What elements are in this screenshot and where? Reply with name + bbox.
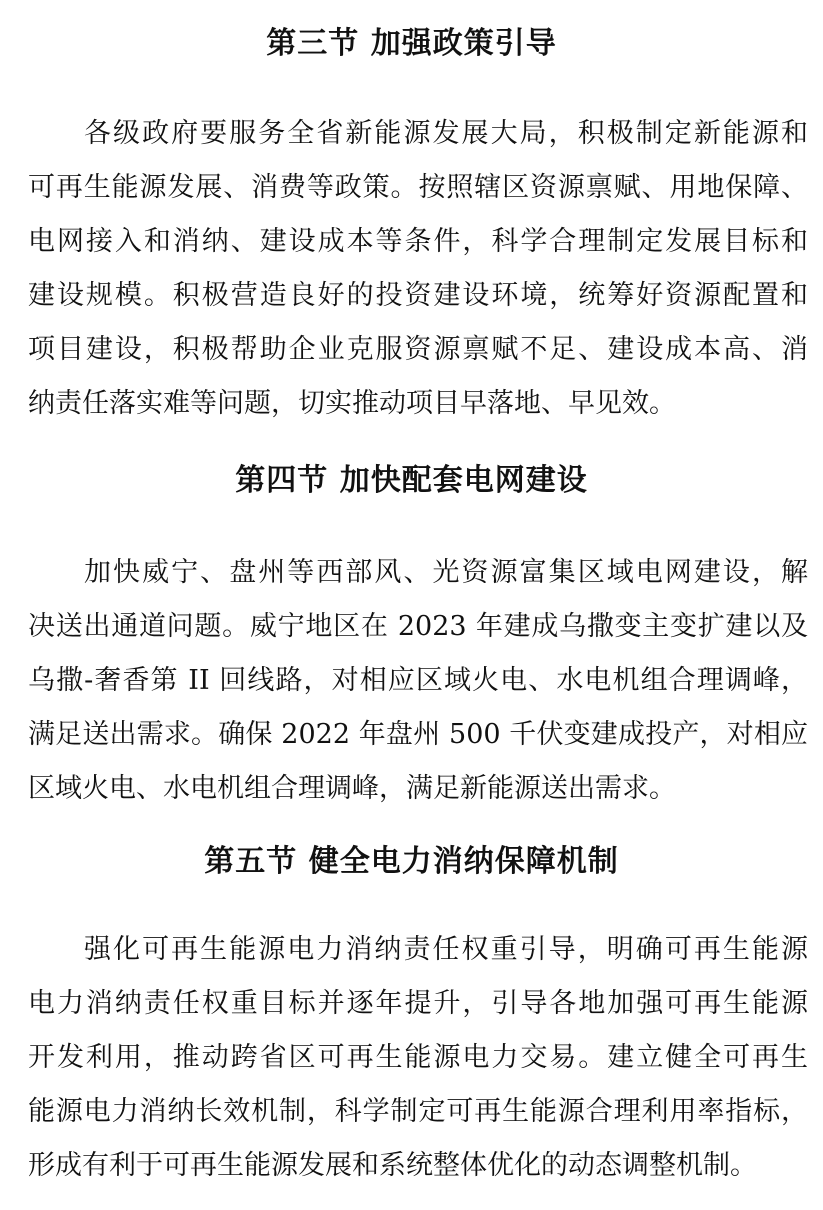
paragraph-line: 项目建设，积极帮助企业克服资源禀赋不足、建设成本高、消 (28, 334, 808, 365)
paragraph-line: 可再生能源发展、消费等政策。按照辖区资源禀赋、用地保障、 (28, 172, 808, 203)
paragraph-line: 纳责任落实难等问题，切实推动项目早落地、早见效。 (28, 388, 676, 419)
paragraph-line: 建设规模。积极营造良好的投资建设环境，统筹好资源配置和 (28, 280, 808, 311)
paragraph-line: 电力消纳责任权重目标并逐年提升，引导各地加强可再生能源 (28, 988, 808, 1019)
section-3-paragraph (28, 107, 808, 431)
section-5-heading: 第五节 健全电力消纳保障机制 (204, 844, 619, 879)
paragraph-line: 开发利用，推动跨省区可再生能源电力交易。建立健全可再生 (28, 1042, 808, 1073)
section-3-heading: 第三节 加强政策引导 (266, 26, 557, 61)
section-4-paragraph (28, 546, 808, 816)
paragraph-line: 强化可再生能源电力消纳责任权重引导，明确可再生能源 (84, 934, 808, 965)
paragraph-line: 加快威宁、盘州等西部风、光资源富集区域电网建设，解 (84, 557, 808, 588)
section-5-paragraph (28, 923, 808, 1193)
section-4-heading: 第四节 加快配套电网建设 (235, 463, 588, 498)
paragraph-line: 决送出通道问题。威宁地区在 2023 年建成乌撒变主变扩建以及 (28, 611, 808, 642)
paragraph-line: 电网接入和消纳、建设成本等条件，科学合理制定发展目标和 (28, 226, 808, 257)
paragraph-line: 形成有利于可再生能源发展和系统整体优化的动态调整机制。 (28, 1150, 757, 1181)
paragraph-line: 满足送出需求。确保 2022 年盘州 500 千伏变建成投产，对相应 (28, 719, 808, 750)
paragraph-line: 乌撒-奢香第 II 回线路，对相应区域火电、水电机组合理调峰， (28, 665, 808, 696)
paragraph-line: 区域火电、水电机组合理调峰，满足新能源送出需求。 (28, 773, 676, 804)
paragraph-line: 各级政府要服务全省新能源发展大局，积极制定新能源和 (84, 118, 808, 149)
paragraph-line: 能源电力消纳长效机制，科学制定可再生能源合理利用率指标， (28, 1096, 808, 1127)
